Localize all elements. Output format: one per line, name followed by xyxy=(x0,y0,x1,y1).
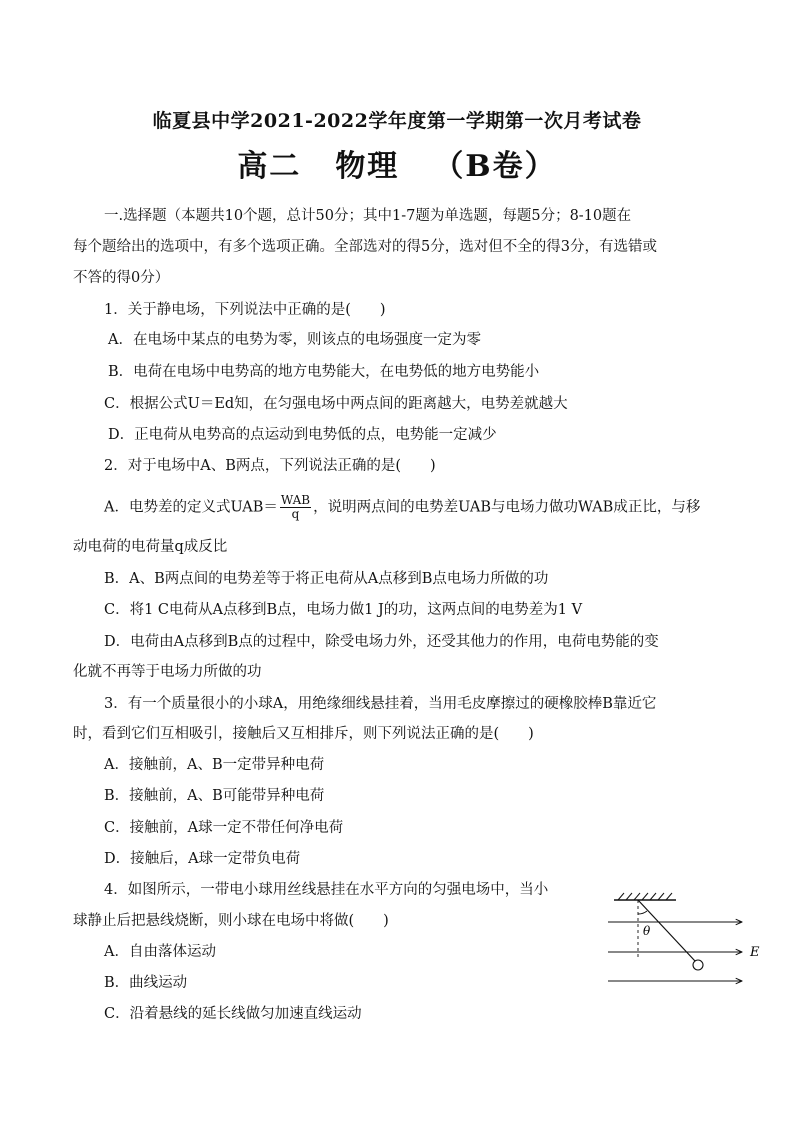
q4-option-a: A．自由落体运动 xyxy=(104,944,216,960)
pendulum-field-figure xyxy=(600,890,770,995)
field-label: E xyxy=(750,945,760,960)
q2-option-d: D．电荷由A点移到B点的过程中，除受电场力外，还受其他力的作用，电荷电势能的变 xyxy=(104,634,659,650)
q2-option-c: C．将1 C电荷从A点移到B点，电场力做1 J的功，这两点间的电势差为1 V xyxy=(104,602,583,618)
q2-option-a-line2: 动电荷的电荷量q成反比 xyxy=(73,539,228,555)
q4-option-c: C．沿着悬线的延长线做匀加速直线运动 xyxy=(104,1006,362,1022)
paper-label: （B卷） xyxy=(433,149,557,184)
q3-stem-line2: 时，看到它们互相吸引，接触后又互相排斥，则下列说法正确的是( ) xyxy=(73,726,534,742)
q1-option-a: A．在电场中某点的电势为零，则该点的电场强度一定为零 xyxy=(108,332,481,348)
q2-option-b: B．A、B两点间的电势差等于将正电荷从A点移到B点电场力所做的功 xyxy=(104,571,549,587)
subject-label: 物理 xyxy=(335,149,400,184)
q1-option-b: B．电荷在电场中电势高的地方电势能大，在电势低的地方电势能小 xyxy=(108,364,540,380)
angle-arc xyxy=(638,911,647,914)
q2-option-a xyxy=(104,494,700,521)
q1-stem: 1．关于静电场，下列说法中正确的是( ) xyxy=(104,302,386,318)
q4-option-b: B．曲线运动 xyxy=(104,975,188,991)
q3-stem-line1: 3．有一个质量很小的小球A，用绝缘细线悬挂着，当用毛皮摩擦过的硬橡胶棒B靠近它 xyxy=(104,696,657,712)
q2-option-a-prefix: A．电势差的定义式UAB＝ xyxy=(104,499,278,516)
school-title: 临夏县中学2021-2022学年度第一学期第一次月考试卷 xyxy=(152,110,642,132)
q3-option-b: B．接触前，A、B可能带异种电荷 xyxy=(104,788,325,804)
q3-option-a: A．接触前，A、B一定带异种电荷 xyxy=(104,757,325,773)
q2-option-a-suffix: ，说明两点间的电势差UAB与电场力做功WAB成正比，与移 xyxy=(313,499,701,516)
fraction-numerator: WAB xyxy=(280,493,311,507)
q1-option-d: D．正电荷从电势高的点运动到电势低的点，电势能一定减少 xyxy=(108,427,497,443)
section-instructions-line3: 不答的得0分） xyxy=(73,270,170,286)
q2-option-d-line2: 化就不再等于电场力所做的功 xyxy=(73,664,262,680)
q1-option-c: C．根据公式U＝Ed知，在匀强电场中两点间的距离越大，电势差就越大 xyxy=(104,396,568,412)
fraction-denominator: q xyxy=(291,507,300,521)
q4-stem-line2: 球静止后把悬线烧断，则小球在电场中将做( ) xyxy=(73,913,389,929)
angle-label: θ xyxy=(643,924,651,938)
section-instructions-line1: 一.选择题（本题共10个题，总计50分；其中1-7题为单选题，每题5分；8-10题在 xyxy=(104,208,632,224)
charged-ball xyxy=(693,960,703,970)
grade-label: 高二 xyxy=(237,149,302,184)
paper-title xyxy=(0,141,794,185)
q2-stem: 2．对于电场中A、B两点，下列说法正确的是( ) xyxy=(104,458,436,474)
q3-option-c: C．接触前，A球一定不带任何净电荷 xyxy=(104,820,344,836)
section-instructions-line2: 每个题给出的选项中，有多个选项正确。全部选对的得5分，选对但不全的得3分，有选错或 xyxy=(73,239,657,255)
ceiling-support xyxy=(614,893,676,900)
potential-difference-fraction xyxy=(280,494,311,521)
q3-option-d: D．接触后，A球一定带负电荷 xyxy=(104,851,301,867)
q4-stem-line1: 4．如图所示，一带电小球用丝线悬挂在水平方向的匀强电场中，当小 xyxy=(104,882,549,898)
